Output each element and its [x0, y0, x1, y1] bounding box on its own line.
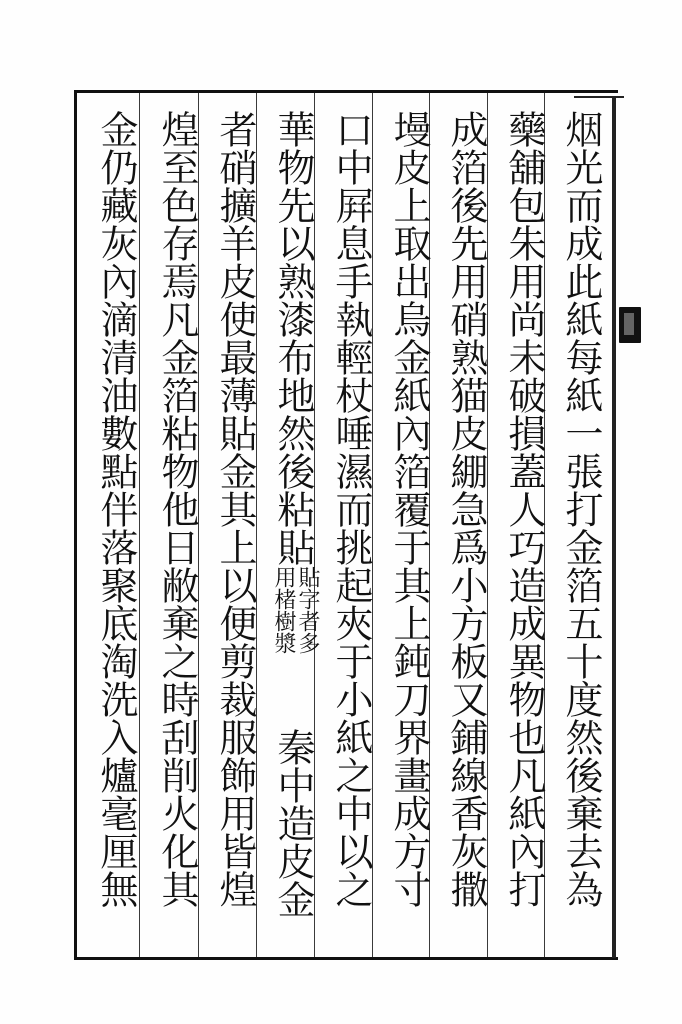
text-column-6 — [269, 110, 319, 918]
frame-top-right-edge — [574, 96, 624, 98]
interlinear-note — [269, 566, 319, 728]
fishtail-mark-icon — [619, 307, 641, 343]
text-column-9: 金仍藏灰內滴清油數點伴落聚底淘洗入爐毫厘無 — [94, 110, 138, 908]
text-column-8: 煌至色存焉凡金箔粘物他日敝棄之時刮削火化其 — [155, 110, 199, 908]
text-column-6-main-bottom: 秦中造皮金 — [271, 728, 315, 918]
text-column-3: 成箔後先用硝熟猫皮綳急爲小方板又鋪線香灰撒 — [444, 110, 488, 908]
text-column-7: 者硝擴羊皮使最薄貼金其上以便剪裁服飾用皆煌 — [213, 110, 257, 908]
frame-right-edge — [612, 96, 616, 958]
text-column-6-main-top: 華物先以熟漆布地然後粘貼 — [271, 110, 315, 566]
text-column-5: 口中屛息手執輕杖唾濕而挑起夾于小紙之中以之 — [329, 110, 373, 908]
interlinear-note-left: 用楮樹漿 — [271, 566, 296, 654]
interlinear-note-right: 貼字者多 — [295, 566, 320, 654]
text-column-4: 墁皮上取出烏金紙內箔覆于其上鈍刀界畫成方寸 — [387, 110, 431, 908]
text-column-2: 藥舖包朱用尚未破損蓋人巧造成異物也凡紙內打 — [502, 110, 546, 908]
text-column-1: 烟光而成此紙每紙一張打金箔五十度然後棄去為 — [559, 110, 603, 908]
